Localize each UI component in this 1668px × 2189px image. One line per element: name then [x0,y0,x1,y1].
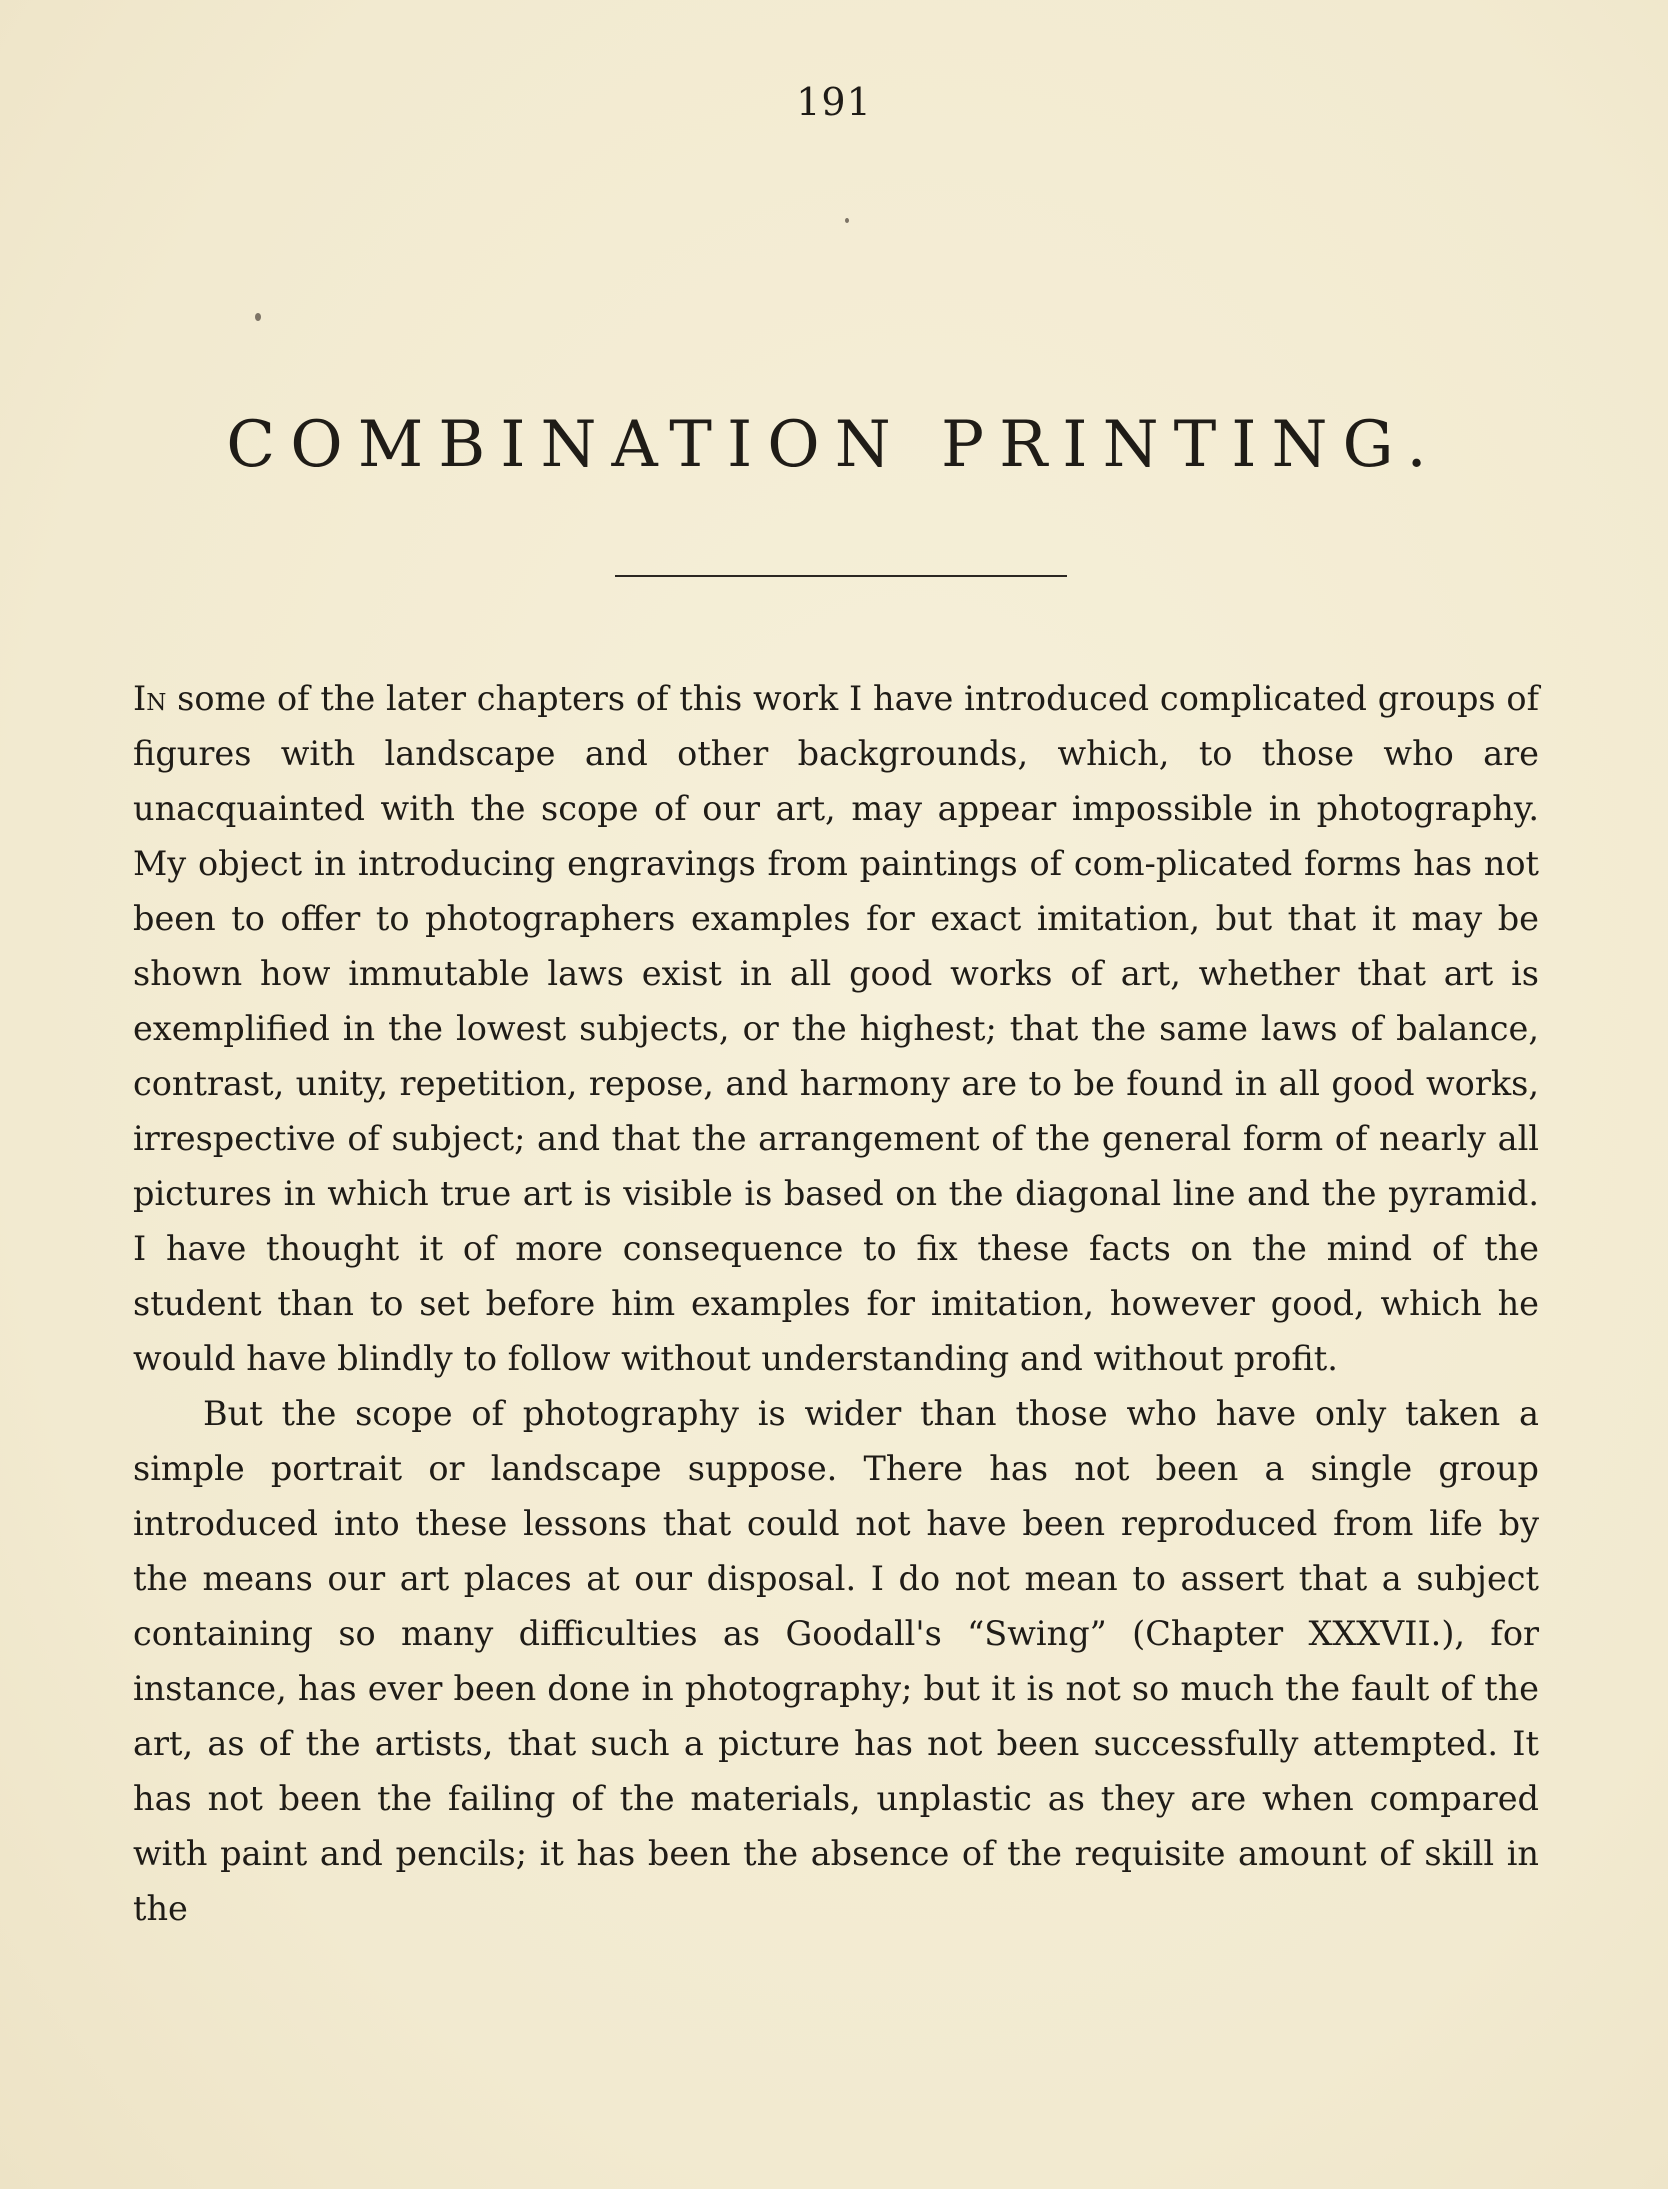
ink-speck [845,218,849,223]
paragraph-2-text: But the scope of photography is wider than those who have only taken a simple portrait or landscape suppose. There has not been a single group introduced into these lessons that could not have been reproduced from life by the means our art places at our disposal. I do not mean to assert that a subject containing so many difficulties as Goodall's “Swing” (Chapter XXXVII.), for instance, has ever been done in photography; but it is not so much the fault of the art, as of the artists, that such a picture has not been successfully attempted. It has not been the failing of the materials, unplastic as they are when compared with paint and pencils; it has been the absence of the requisite amount of skill in the [133,1394,1539,1928]
chapter-title: COMBINATION PRINTING. [226,408,1442,482]
paragraph-1-text: some of the later chapters of this work I have introduced complicated groups of figures with landscape and other backgrounds, which, to those who are unacquainted with the scope of our art, may appear impossible in photography. My object in introducing engravings from paintings of com-plicated forms has not been to offer to photographers examples for exact imitation, but that it may be shown how immutable laws exist in all good works of art, whether that art is exemplified in the lowest subjects, or the highest; that the same laws of balance, contrast, unity, repetition, repose, and harmony are to be found in all good works, irrespective of subject; and that the arrangement of the general form of nearly all pictures in which true art is visible is based on the diagonal line and the pyramid. I have thought it of more consequence to fix these facts on the mind of the student than to set before him examples for imitation, however good, which he would have blindly to follow without understanding and without profit. [133,679,1539,1378]
paragraph-2 [133,1386,1539,1936]
title-rule [615,575,1067,577]
ink-speck [255,313,261,321]
paragraph-1 [133,671,1539,1386]
page-number: 191 [796,80,872,124]
paragraph-lead-word: In [133,679,167,718]
body-text [133,671,1539,1936]
